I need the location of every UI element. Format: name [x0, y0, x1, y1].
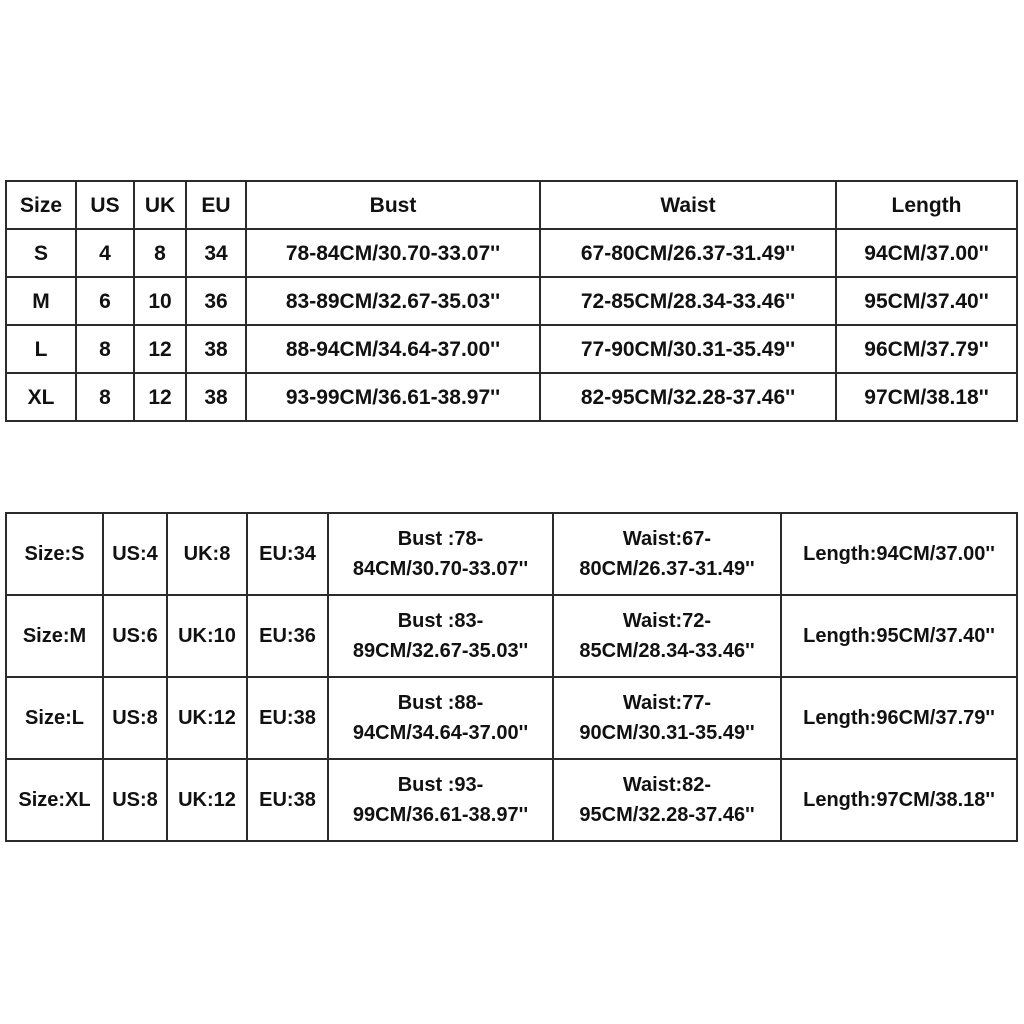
size-cell: Size:L	[6, 677, 103, 759]
header-uk: UK	[134, 181, 186, 229]
eu-cell: EU:36	[247, 595, 328, 677]
bust-cell: 83-89CM/32.67-35.03''	[246, 277, 540, 325]
table-row	[6, 759, 1017, 841]
waist-line-1: Waist:72-	[622, 610, 712, 632]
header-length: Length	[836, 181, 1017, 229]
us-cell: 4	[76, 229, 134, 277]
uk-cell: UK:12	[167, 677, 247, 759]
waist-line-1: Waist:77-	[622, 692, 712, 714]
uk-cell: 12	[134, 325, 186, 373]
bust-line-2: 84CM/30.70-33.07''	[352, 558, 529, 580]
uk-cell: UK:8	[167, 513, 247, 595]
size-cell: Size:XL	[6, 759, 103, 841]
eu-cell: EU:34	[247, 513, 328, 595]
us-cell: US:8	[103, 759, 167, 841]
length-cell: Length:96CM/37.79''	[781, 677, 1017, 759]
bust-line-1: Bust :83-	[397, 610, 484, 632]
us-cell: US:8	[103, 677, 167, 759]
size-cell: Size:S	[6, 513, 103, 595]
table-row	[6, 373, 1017, 421]
table-row	[6, 325, 1017, 373]
header-waist: Waist	[540, 181, 836, 229]
uk-cell: 8	[134, 229, 186, 277]
uk-cell: 10	[134, 277, 186, 325]
table-header-row	[6, 181, 1017, 229]
length-cell: Length:97CM/38.18''	[781, 759, 1017, 841]
eu-cell: EU:38	[247, 759, 328, 841]
header-bust: Bust	[246, 181, 540, 229]
us-cell: US:6	[103, 595, 167, 677]
bust-line-2: 99CM/36.61-38.97''	[352, 804, 529, 826]
length-cell: 95CM/37.40''	[836, 277, 1017, 325]
waist-line-2: 95CM/32.28-37.46''	[579, 804, 755, 826]
waist-cell: 82-95CM/32.28-37.46''	[540, 373, 836, 421]
size-cell: M	[6, 277, 76, 325]
bust-cell	[328, 759, 553, 841]
table-row	[6, 513, 1017, 595]
table-row	[6, 277, 1017, 325]
length-cell: 96CM/37.79''	[836, 325, 1017, 373]
length-cell: 97CM/38.18''	[836, 373, 1017, 421]
bust-cell: 78-84CM/30.70-33.07''	[246, 229, 540, 277]
header-size: Size	[6, 181, 76, 229]
size-cell: L	[6, 325, 76, 373]
uk-cell: UK:10	[167, 595, 247, 677]
bust-cell: 93-99CM/36.61-38.97''	[246, 373, 540, 421]
size-chart-table-top	[5, 180, 1018, 422]
waist-cell	[553, 595, 781, 677]
bust-cell	[328, 677, 553, 759]
waist-cell: 72-85CM/28.34-33.46''	[540, 277, 836, 325]
waist-line-1: Waist:82-	[622, 774, 712, 796]
eu-cell: 34	[186, 229, 246, 277]
uk-cell: 12	[134, 373, 186, 421]
waist-cell: 67-80CM/26.37-31.49''	[540, 229, 836, 277]
bust-cell: 88-94CM/34.64-37.00''	[246, 325, 540, 373]
us-cell: 8	[76, 373, 134, 421]
eu-cell: 38	[186, 373, 246, 421]
bust-line-1: Bust :88-	[397, 692, 484, 714]
bust-line-2: 94CM/34.64-37.00''	[352, 722, 529, 744]
length-cell: Length:95CM/37.40''	[781, 595, 1017, 677]
waist-line-2: 90CM/30.31-35.49''	[579, 722, 755, 744]
eu-cell: 38	[186, 325, 246, 373]
waist-line-1: Waist:67-	[622, 528, 712, 550]
us-cell: 6	[76, 277, 134, 325]
bust-cell	[328, 595, 553, 677]
uk-cell: UK:12	[167, 759, 247, 841]
length-cell: Length:94CM/37.00''	[781, 513, 1017, 595]
eu-cell: EU:38	[247, 677, 328, 759]
length-cell: 94CM/37.00''	[836, 229, 1017, 277]
waist-line-2: 80CM/26.37-31.49''	[579, 558, 755, 580]
table-row	[6, 677, 1017, 759]
waist-cell	[553, 513, 781, 595]
table-row	[6, 595, 1017, 677]
waist-cell	[553, 759, 781, 841]
size-chart-table-bottom	[5, 512, 1018, 842]
size-cell: S	[6, 229, 76, 277]
table-row	[6, 229, 1017, 277]
header-eu: EU	[186, 181, 246, 229]
waist-line-2: 85CM/28.34-33.46''	[579, 640, 755, 662]
bust-cell	[328, 513, 553, 595]
size-cell: Size:M	[6, 595, 103, 677]
us-cell: 8	[76, 325, 134, 373]
size-cell: XL	[6, 373, 76, 421]
waist-cell	[553, 677, 781, 759]
us-cell: US:4	[103, 513, 167, 595]
eu-cell: 36	[186, 277, 246, 325]
header-us: US	[76, 181, 134, 229]
bust-line-2: 89CM/32.67-35.03''	[352, 640, 529, 662]
waist-cell: 77-90CM/30.31-35.49''	[540, 325, 836, 373]
bust-line-1: Bust :93-	[397, 774, 484, 796]
bust-line-1: Bust :78-	[397, 528, 484, 550]
